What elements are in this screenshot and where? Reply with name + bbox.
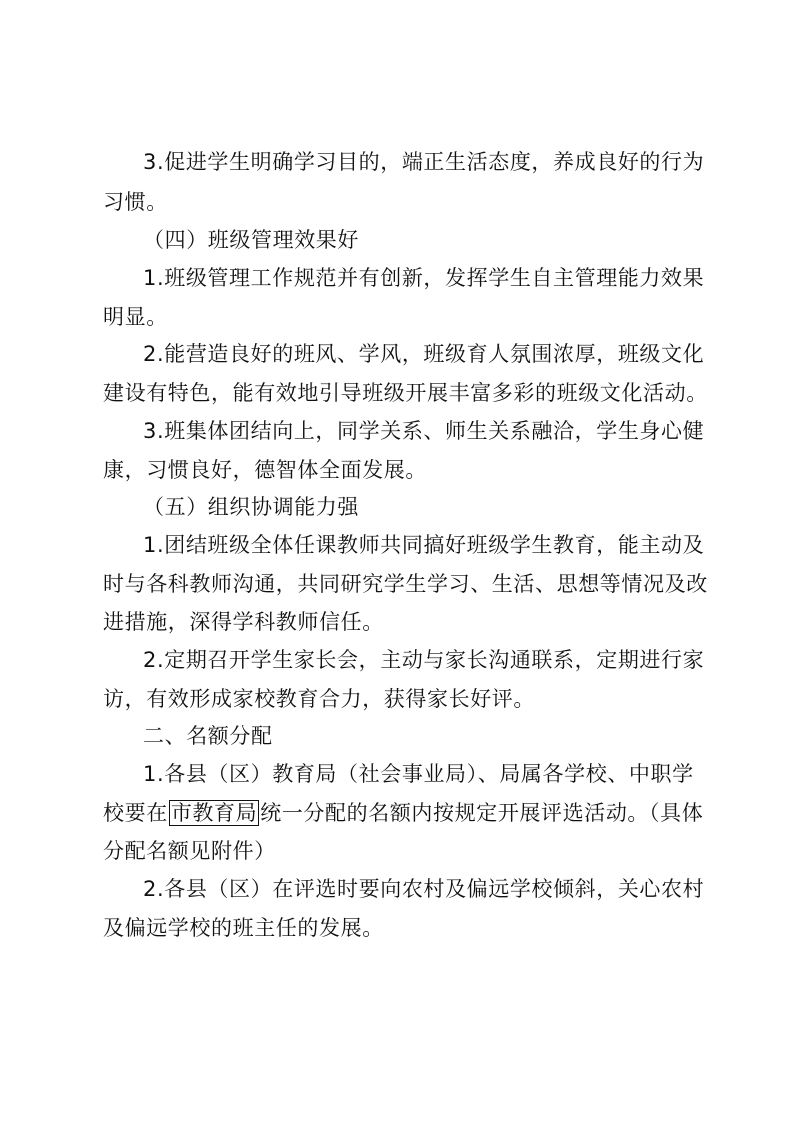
paragraph-line: 1.班级管理工作规范并有创新，发挥学生自主管理能力效果 [143, 266, 705, 290]
paragraph-line: 访，有效形成家校教育合力，获得家长好评。 [103, 687, 535, 711]
paragraph-line: 3.促进学生明确学习目的，端正生活态度，养成良好的行为 [143, 150, 705, 174]
paragraph-line: 明显。 [103, 305, 168, 329]
paragraph-line: 1.团结班级全体任课教师共同搞好班级学生教育，能主动及 [143, 533, 705, 557]
highlighted-term-box: 市教育局 [170, 801, 258, 825]
section-heading: 二、名额分配 [143, 724, 273, 748]
paragraph-line: 2.各县（区）在评选时要向农村及偏远学校倾斜，关心农村 [143, 877, 705, 901]
paragraph-line [103, 798, 703, 828]
paragraph-line: 1.各县（区）教育局（社会事业局）、局属各学校、中职学 [143, 762, 694, 786]
paragraph-line: 2.能营造良好的班风、学风，班级育人氛围浓厚，班级文化 [143, 342, 705, 366]
section-heading: （五）组织协调能力强 [143, 495, 359, 519]
paragraph-line: 康，习惯良好，德智体全面发展。 [103, 458, 427, 482]
paragraph-line: 分配名额见附件） [103, 839, 276, 863]
paragraph-text: 统一分配的名额内按规定开展评选活动。（具体 [260, 801, 704, 825]
paragraph-line: 时与各科教师沟通，共同研究学生学习、生活、思想等情况及改 [103, 572, 708, 596]
section-heading: （四）班级管理效果好 [143, 228, 359, 252]
paragraph-line: 建设有特色，能有效地引导班级开展丰富多彩的班级文化活动。 [103, 381, 708, 405]
paragraph-line: 3.班集体团结向上，同学关系、师生关系融洽，学生身心健 [143, 419, 705, 443]
paragraph-line: 习惯。 [103, 190, 168, 214]
paragraph-text: 校要在 [103, 801, 168, 825]
paragraph-line: 2.定期召开学生家长会，主动与家长沟通联系，定期进行家 [143, 648, 705, 672]
paragraph-line: 及偏远学校的班主任的发展。 [103, 916, 384, 940]
paragraph-line: 进措施，深得学科教师信任。 [103, 610, 384, 634]
